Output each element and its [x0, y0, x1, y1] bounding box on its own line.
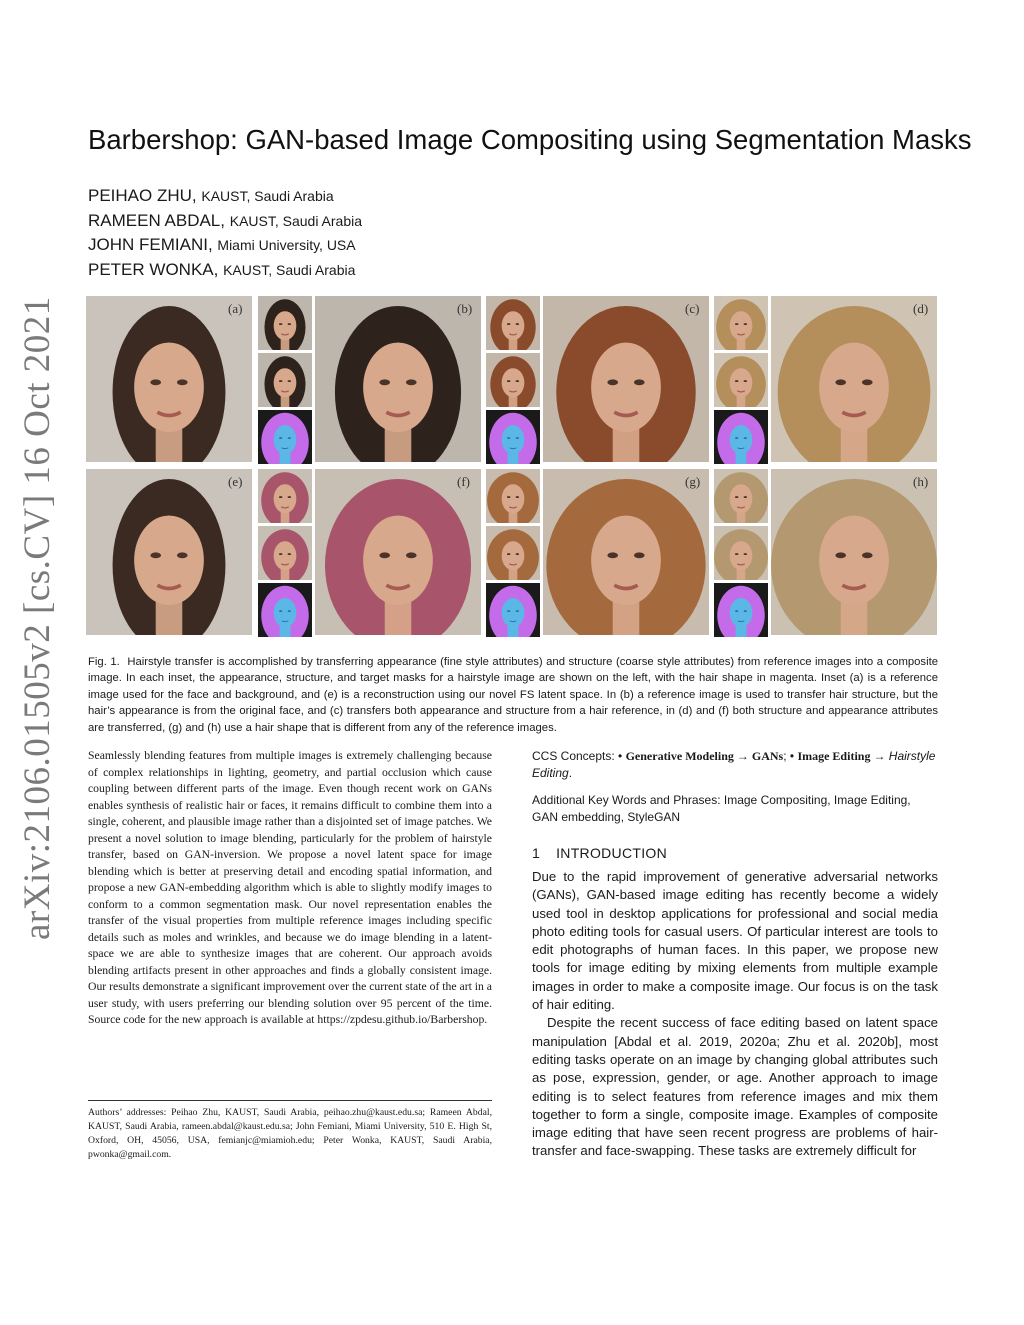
figure-label: Fig. 1. — [88, 656, 120, 668]
reference-face — [258, 526, 312, 580]
section-number: 1 — [532, 845, 541, 861]
face-photo — [771, 469, 937, 635]
segmentation-mask — [258, 410, 312, 464]
segmentation-mask — [258, 583, 312, 637]
author-affiliation: KAUST, Saudi Arabia — [201, 188, 334, 204]
ccs-separator: ; • — [783, 749, 798, 763]
appearance-reference-thumb — [258, 469, 312, 528]
structure-reference-thumb — [714, 526, 768, 585]
face-photo — [543, 296, 709, 462]
author-entry — [88, 209, 362, 234]
paper-title: Barbershop: GAN-based Image Compositing using Segmentation Masks — [88, 124, 972, 155]
ccs-concept-image-editing: Image Editing → — [797, 749, 886, 763]
panel-label: (h) — [913, 474, 929, 489]
intro-paragraph: Despite the recent success of face editing based on latent space manipulation [Abdal et al. 2019, 2020a; Zhu et al. 2020b], most editing tasks operate on an image by changing global attributes such as pose, expression, gender, or age. Another approach to image editing is to select features from reference images and mix them together to form a single, composite image. Examples of composite image editing that have seen recent progress are problems of hair-transfer and face-swapping. These tasks are extremely difficult for — [532, 1015, 938, 1159]
face-photo — [86, 296, 252, 462]
face-photo — [86, 469, 252, 635]
ccs-end: . — [568, 765, 573, 780]
intro-paragraph: Due to the rapid improvement of generative adversarial networks (GANs), GAN-based image editing has recently become a widely used tool in desktop applications for professional and social media photo editing tools for casual users. Of particular interest are tools to edit photographs of human faces. In this paper, we propose new tools for image editing by mixing elements from multiple example images in order to make a composite image. Our focus is on the task of hair editing. — [532, 869, 938, 1013]
figure-caption — [88, 654, 938, 736]
reference-face — [258, 469, 312, 523]
author-entry — [88, 233, 362, 258]
face-photo — [315, 296, 481, 462]
caption-text: Hairstyle transfer is accomplished by transferring appearance (fine style attributes) and structure (coarse style attributes) from reference images into a composite image. In each inset, the appearance, structure, and target masks for a hairstyle image are shown on the left, with the hair shape in magenta. Inset (a) is a reference image used for the face and background, and (e) is a reconstruction using our novel FS latent space. In (b) a reference image is used to transfer hair structure, but the hair’s appearance is from the original face, and (c) transfers both appearance and structure from a hair reference, in (d) and (f) both structure and appearance attributes are transferred, (g) and (h) use a hair shape that is different from any of the reference images. — [88, 656, 938, 734]
author-list — [88, 184, 362, 282]
result-image — [543, 296, 709, 467]
appearance-reference-thumb — [486, 469, 540, 528]
target-mask-thumb — [714, 583, 768, 642]
author-name: JOHN FEMIANI, — [88, 235, 213, 254]
face-photo — [543, 469, 709, 635]
panel-label: (d) — [913, 301, 929, 316]
author-addresses-footnote: Authors’ addresses: Peihao Zhu, KAUST, Saudi Arabia, peihao.zhu@kaust.edu.sa; Rameen Abdal, KAUST, Saudi Arabia, rameen.abdal@kaust.edu.sa; John Femiani, Miami University, 510 E. High St, Oxford, OH, 45056, USA, femianjc@miamioh.edu; Peter Wonka, KAUST, Saudi Arabia, pwonka@gmail.com. — [88, 1107, 492, 1160]
author-name: PEIHAO ZHU, — [88, 186, 197, 205]
segmentation-mask — [486, 583, 540, 637]
reference-face — [486, 353, 540, 407]
result-image — [315, 469, 481, 640]
panel-label: (g) — [685, 474, 701, 489]
structure-reference-thumb — [714, 353, 768, 412]
author-affiliation: KAUST, Saudi Arabia — [229, 212, 363, 229]
structure-reference-thumb — [258, 353, 312, 412]
author-affiliation: KAUST, Saudi Arabia — [223, 261, 356, 278]
ccs-prefix: CCS Concepts: • — [532, 749, 626, 763]
panel-label: (b) — [457, 301, 473, 316]
reference-face — [486, 469, 540, 523]
author-entry — [88, 184, 362, 209]
section-heading — [532, 845, 667, 861]
result-image — [543, 469, 709, 640]
arxiv-identifier: arXiv:2106.01505v2 [cs.CV] 16 Oct 2021 — [17, 296, 58, 940]
structure-reference-thumb — [486, 353, 540, 412]
reference-face — [714, 353, 768, 407]
target-mask-thumb — [486, 583, 540, 642]
reference-face — [258, 296, 312, 350]
panel-label: (c) — [685, 301, 700, 316]
result-image — [86, 469, 252, 640]
ccs-concept-gans: Generative Modeling → GANs — [625, 749, 784, 763]
result-image — [315, 296, 481, 467]
structure-reference-thumb — [486, 526, 540, 585]
introduction-body — [532, 868, 938, 1161]
reference-face — [486, 296, 540, 350]
segmentation-mask — [714, 410, 768, 464]
author-name: PETER WONKA, — [88, 259, 219, 279]
panel-label: (e) — [228, 474, 243, 489]
result-image — [771, 469, 937, 640]
abstract: Seamlessly blending features from multiple images is extremely challenging because of complex relationships in lighting, geometry, and partial occlusion which cause coupling between different parts of the image. Even though recent work on GANs enables synthesis of realistic hair or faces, it remains difficult to combine them into a single, coherent, and plausible image rather than a disjointed set of image patches. We present a novel solution to image blending, particularly for the problem of hairstyle transfer, based on GAN-inversion. We propose a novel latent space for image blending which is better at preserving detail and encoding spatial information, and propose a new GAN-embedding algorithm which is able to slightly modify images to conform to a common segmentation mask. Our novel representation enables the transfer of the visual properties from multiple reference images including specific details such as moles and wrinkles, and because we do image blending in a latent-space we are able to synthesize images that are coherent. Our approach avoids blending artifacts present in other approaches and finds a globally consistent image. Our results demonstrate a significant improvement over the current state of the art in a user study, with users preferring our blending solution over 95 percent of the time. Source code for the new approach is available at https://zpdesu.github.io/Barbershop. — [88, 749, 492, 1026]
face-photo — [771, 296, 937, 462]
reference-face — [714, 296, 768, 350]
reference-face — [258, 353, 312, 407]
teaser-figure — [86, 296, 934, 635]
segmentation-mask — [714, 583, 768, 637]
result-image — [771, 296, 937, 467]
reference-face — [486, 526, 540, 580]
face-photo — [315, 469, 481, 635]
result-image — [86, 296, 252, 467]
segmentation-mask — [486, 410, 540, 464]
appearance-reference-thumb — [714, 469, 768, 528]
appearance-reference-thumb — [714, 296, 768, 355]
keywords: Additional Key Words and Phrases: Image Compositing, Image Editing, GAN embedding, StyleGAN — [532, 793, 911, 824]
author-affiliation: Miami University, USA — [217, 237, 356, 253]
author-entry — [88, 258, 362, 283]
target-mask-thumb — [714, 410, 768, 469]
section-title: INTRODUCTION — [556, 845, 668, 861]
panel-label: (a) — [228, 301, 243, 316]
ccs-concept-hairstyle: Hairstyle Editing — [532, 749, 936, 780]
ccs-concepts — [532, 748, 938, 781]
panel-label: (f) — [457, 474, 470, 489]
footnote-rule — [88, 1100, 492, 1101]
reference-face — [714, 526, 768, 580]
author-name: RAMEEN ABDAL, — [88, 210, 225, 230]
target-mask-thumb — [486, 410, 540, 469]
target-mask-thumb — [258, 410, 312, 469]
structure-reference-thumb — [258, 526, 312, 585]
appearance-reference-thumb — [258, 296, 312, 355]
appearance-reference-thumb — [486, 296, 540, 355]
target-mask-thumb — [258, 583, 312, 642]
reference-face — [714, 469, 768, 523]
